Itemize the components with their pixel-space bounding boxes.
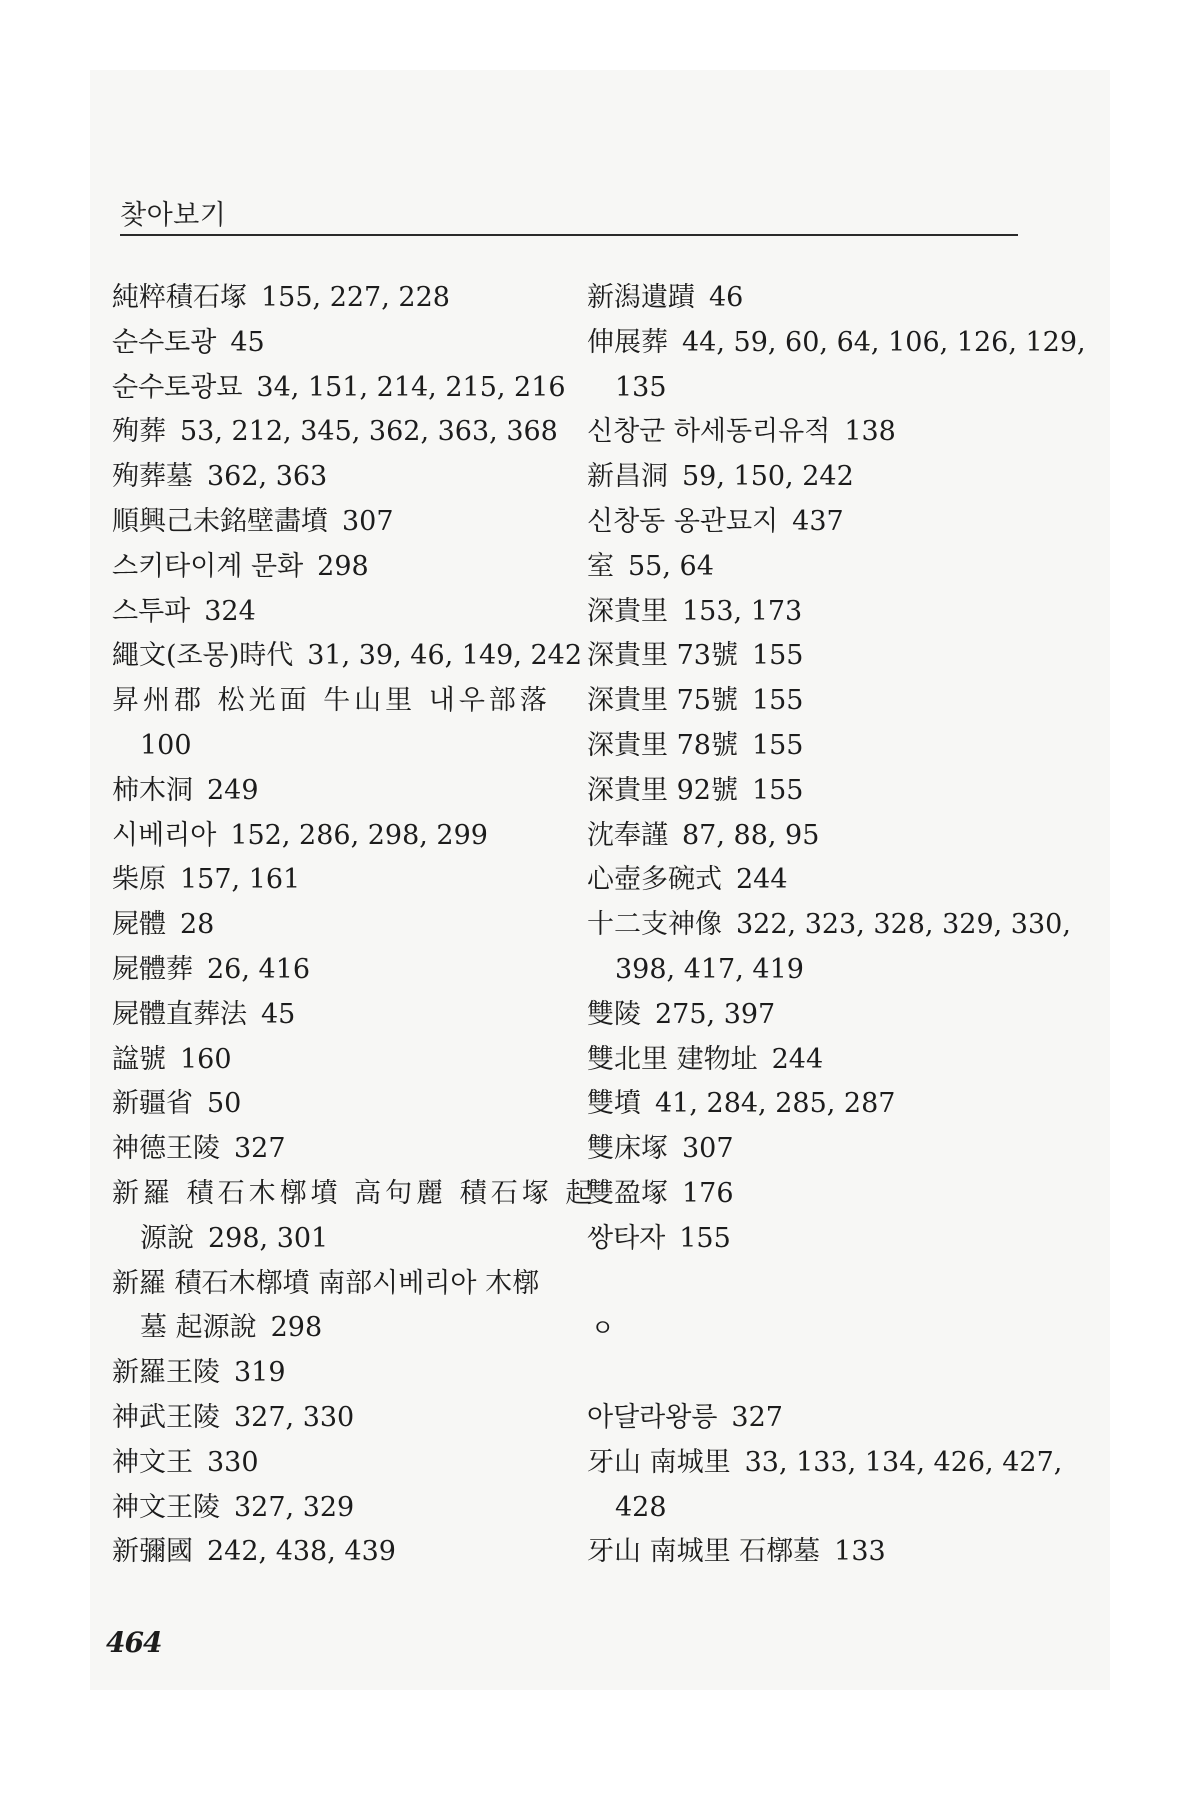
entry-term: 室: [587, 550, 614, 582]
entry-term: 시베리아: [112, 819, 217, 851]
entry-term: 雙床塚: [587, 1133, 668, 1165]
index-entry: [112, 590, 552, 635]
entry-pages: 33, 133, 134, 426, 427,: [744, 1446, 1063, 1478]
entry-pages: 155: [751, 729, 804, 761]
entry-pages: 155: [751, 640, 804, 672]
index-entry: [587, 590, 1027, 635]
entry-pages: 330: [207, 1446, 259, 1478]
entry-pages: 155: [751, 685, 804, 717]
entry-term: 스키타이계 문화: [112, 550, 304, 582]
entry-term: 牙山 南城里: [587, 1446, 731, 1478]
entry-pages: 133: [834, 1536, 886, 1568]
entry-pages-continuation: 135: [615, 371, 667, 403]
entry-pages: 100: [140, 729, 192, 761]
index-entry-continuation: [112, 1306, 552, 1351]
entry-pages: 53, 212, 345, 362, 363, 368: [180, 416, 558, 448]
index-entry: [587, 769, 1027, 814]
entry-term: 스투파: [112, 595, 191, 627]
page-header-title: 찾아보기: [120, 200, 227, 231]
index-entry: [112, 1396, 552, 1441]
index-entry: [587, 455, 1027, 500]
index-entry: [587, 1441, 1063, 1486]
index-entry: [587, 410, 1027, 455]
entry-term: 心壺多碗式: [587, 864, 722, 896]
index-entry: [112, 1127, 552, 1172]
entry-term: 昇州郡 松光面 牛山里 내우部落: [112, 685, 551, 717]
entry-term: 屍體: [112, 909, 166, 941]
entry-pages: 322, 323, 328, 329, 330,: [736, 909, 1071, 941]
entry-term: 殉葬: [112, 416, 166, 448]
entry-term: 雙北里 建物址: [587, 1043, 758, 1075]
index-entry: [587, 1530, 1027, 1575]
index-entry-continuation: [112, 724, 552, 769]
entry-pages: 26, 416: [207, 953, 311, 985]
entry-pages: 46: [709, 282, 744, 313]
entry-term: 十二支神像: [587, 909, 722, 941]
entry-term: 新羅王陵: [112, 1357, 220, 1389]
entry-pages: 59, 150, 242: [682, 461, 854, 493]
index-entry: [587, 1172, 1027, 1217]
entry-pages: 176: [682, 1177, 734, 1209]
entry-term: 深貴里: [587, 595, 668, 627]
index-entry: [112, 321, 552, 366]
entry-term: 深貴里 78號: [587, 729, 738, 761]
entry-pages: 327: [731, 1401, 783, 1433]
entry-pages: 242, 438, 439: [207, 1536, 396, 1568]
entry-pages-continuation: 428: [615, 1491, 667, 1523]
index-entry: [112, 634, 583, 679]
entry-term: 아달라왕릉: [587, 1401, 718, 1433]
index-entry: [587, 903, 1071, 948]
index-entry: [112, 814, 552, 859]
entry-term: 神文王陵: [112, 1491, 220, 1523]
entry-term: 順興己未銘壁畵墳: [112, 505, 328, 537]
entry-pages: 327, 329: [234, 1491, 355, 1523]
entry-pages: 45: [230, 326, 265, 358]
section-gap: [587, 1262, 1027, 1307]
index-entry-continuation: [587, 366, 1027, 411]
entry-term-continuation: 墓 起源說: [140, 1312, 257, 1344]
index-entry: [587, 1217, 1027, 1262]
index-entry: [587, 276, 1027, 321]
entry-pages: 138: [844, 416, 896, 448]
entry-pages: 155, 227, 228: [261, 282, 450, 313]
index-entry: [587, 1082, 1027, 1127]
page-number: 464: [106, 1626, 162, 1659]
entry-pages: 249: [207, 774, 259, 806]
entry-term: 諡號: [112, 1043, 166, 1075]
index-entry: [112, 993, 552, 1038]
entry-pages: 31, 39, 46, 149, 242: [307, 640, 583, 672]
section-gap: [587, 1351, 1027, 1396]
entry-term: 沈奉謹: [587, 819, 668, 851]
entry-pages: 87, 88, 95: [682, 819, 820, 851]
entry-term: 深貴里 73號: [587, 640, 738, 672]
index-entry: [587, 1038, 1027, 1083]
index-entry: [112, 1262, 552, 1307]
entry-pages: 55, 64: [628, 550, 714, 582]
entry-pages: 298: [317, 550, 369, 582]
entry-pages: 324: [204, 595, 256, 627]
entry-pages: 160: [180, 1043, 232, 1075]
entry-term: 伸展葬: [587, 326, 668, 358]
entry-pages: 45: [261, 998, 296, 1030]
index-entry: [587, 724, 1027, 769]
index-entry: [112, 903, 552, 948]
index-entry: [112, 769, 552, 814]
entry-pages: 244: [771, 1043, 824, 1075]
entry-pages: 275, 397: [655, 998, 776, 1030]
index-entry: [587, 1396, 1027, 1441]
entry-term: 순수토광: [112, 326, 217, 358]
index-entry: [112, 1351, 552, 1396]
entry-term: 深貴里 92號: [587, 774, 738, 806]
entry-term: 新疆省: [112, 1088, 193, 1120]
entry-term: 神文王: [112, 1446, 193, 1478]
entry-term: 순수토광묘: [112, 371, 243, 403]
index-entry: [112, 276, 552, 321]
index-column-right: [587, 276, 1086, 1575]
index-entry: [587, 858, 1027, 903]
entry-term: 新昌洞: [587, 461, 668, 493]
entry-pages: 34, 151, 214, 215, 216: [256, 371, 566, 403]
index-column-left: [112, 276, 597, 1575]
entry-pages: 41, 284, 285, 287: [655, 1088, 896, 1120]
index-entry: [112, 1441, 552, 1486]
index-entry: [112, 455, 552, 500]
entry-term: 屍體葬: [112, 953, 193, 985]
entry-pages: 307: [682, 1133, 734, 1165]
index-entry: [587, 679, 1027, 724]
index-entry-continuation: [587, 1486, 1027, 1531]
entry-term: 新彌國: [112, 1536, 193, 1568]
entry-term: 쌍타자: [587, 1222, 666, 1254]
entry-term: 柿木洞: [112, 774, 193, 806]
entry-term: 新羅 積石木槨墳 南部시베리아 木槨: [112, 1267, 540, 1299]
index-entry-continuation: [112, 1217, 552, 1262]
entry-term: 牙山 南城里 石槨墓: [587, 1536, 821, 1568]
entry-term: 신창군 하세동리유적: [587, 416, 831, 448]
index-entry: [112, 366, 566, 411]
index-entry: [587, 321, 1086, 366]
entry-pages: 298: [270, 1312, 323, 1344]
entry-pages: 153, 173: [682, 595, 803, 627]
index-entry: [112, 500, 552, 545]
entry-pages: 307: [342, 505, 394, 537]
entry-term: 屍體直葬法: [112, 998, 247, 1030]
entry-term: 雙陵: [587, 998, 641, 1030]
entry-term: 신창동 옹관묘지: [587, 505, 779, 537]
index-entry: [587, 1127, 1027, 1172]
index-entry: [112, 1486, 552, 1531]
entry-pages: 319: [234, 1357, 286, 1389]
index-entry: [587, 993, 1027, 1038]
index-entry: [112, 1530, 552, 1575]
entry-pages: 157, 161: [180, 864, 301, 896]
index-entry: [112, 545, 552, 590]
entry-term: 雙盈塚: [587, 1177, 668, 1209]
entry-pages: 327, 330: [234, 1401, 355, 1433]
entry-pages: 327: [234, 1133, 286, 1165]
entry-pages: 44, 59, 60, 64, 106, 126, 129,: [682, 326, 1086, 358]
entry-pages: 155: [751, 774, 804, 806]
index-entry-continuation: [587, 948, 1027, 993]
entry-term-continuation: 源說: [140, 1222, 194, 1254]
index-entry: [112, 1082, 552, 1127]
entry-pages: 362, 363: [207, 461, 328, 493]
entry-term: 雙墳: [587, 1088, 641, 1120]
entry-term: 新羅 積石木槨墳 高句麗 積石塚 起: [112, 1177, 597, 1209]
entry-term: 新潟遺蹟: [587, 282, 695, 313]
index-entry: [587, 634, 1027, 679]
entry-pages: 28: [180, 909, 215, 941]
entry-term: 柴原: [112, 864, 166, 896]
index-entry: [112, 679, 552, 724]
entry-pages: 152, 286, 298, 299: [230, 819, 488, 851]
entry-term: 深貴里 75號: [587, 685, 738, 717]
entry-pages-continuation: 398, 417, 419: [615, 953, 804, 985]
index-entry: [587, 814, 1027, 859]
index-entry: [587, 545, 1027, 590]
index-entry: [112, 410, 558, 455]
entry-pages: 244: [736, 864, 788, 896]
entry-pages: 437: [792, 505, 844, 537]
index-entry: [112, 948, 552, 993]
index-entry: [112, 858, 552, 903]
index-entry: [587, 500, 1027, 545]
entry-term: 神德王陵: [112, 1133, 220, 1165]
entry-pages: 298, 301: [208, 1222, 329, 1254]
index-entry: [112, 1172, 597, 1217]
entry-term: 神武王陵: [112, 1401, 220, 1433]
index-entry: [112, 1038, 552, 1083]
header-rule: [120, 234, 1018, 236]
entry-pages: 50: [207, 1088, 242, 1120]
entry-term: 殉葬墓: [112, 461, 193, 493]
entry-pages: 155: [679, 1222, 731, 1254]
section-letter-heading: ㅇ: [591, 1314, 615, 1343]
entry-term: 繩文(조몽)時代: [112, 640, 294, 672]
entry-term: 純粹積石塚: [112, 282, 247, 313]
